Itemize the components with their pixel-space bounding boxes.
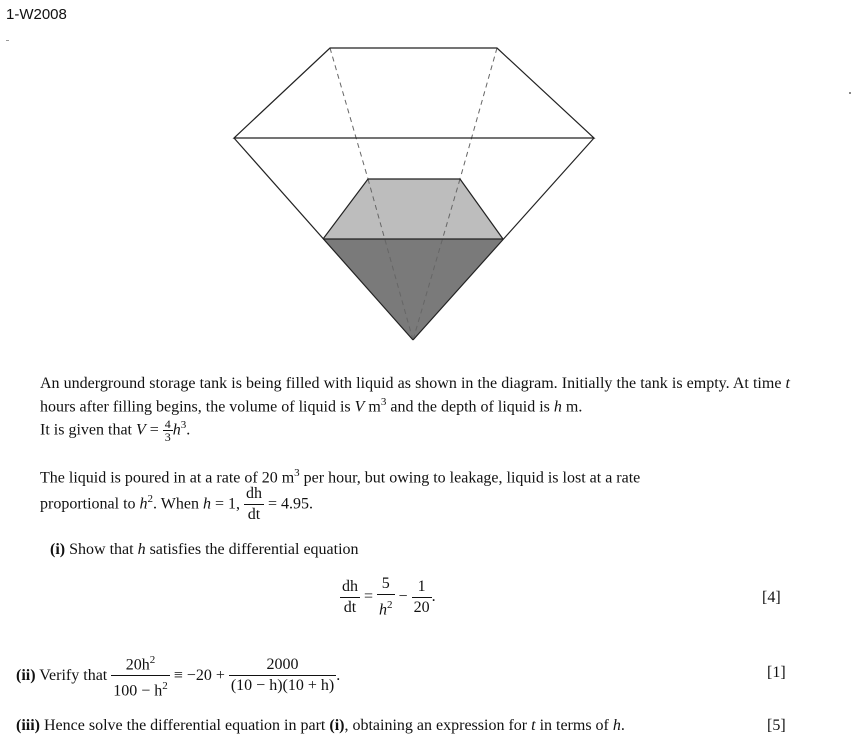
var-t: t (785, 375, 790, 392)
part-iii (16, 717, 625, 735)
var-h: h (612, 717, 621, 734)
marks-ii: [1] (767, 664, 786, 681)
intro-text: and the depth of liquid is (386, 398, 554, 416)
superscript: 2 (387, 599, 393, 611)
rate-text: proportional to (40, 495, 140, 513)
var-v: V (354, 398, 365, 416)
superscript: 2 (149, 654, 156, 666)
denominator: 20 (413, 598, 430, 616)
superscript: 3 (294, 467, 300, 479)
fraction-four-thirds (163, 418, 173, 443)
superscript: 2 (147, 492, 154, 505)
period: . (431, 588, 436, 606)
denominator: (10 − h)(10 + h) (230, 677, 335, 695)
numerator: 4 (164, 417, 171, 432)
part-label: (iii) (16, 717, 40, 734)
equals: = (360, 588, 378, 606)
part-ii (16, 650, 340, 702)
fraction-1-20 (412, 577, 432, 618)
var-t: t (531, 717, 536, 734)
period: . (336, 666, 341, 684)
fraction-20h2 (111, 650, 170, 702)
part-text: Show that (65, 541, 138, 558)
var-h: h (202, 495, 211, 513)
liquid-lower (323, 239, 503, 340)
rate-text: = 1, (210, 495, 244, 513)
var-h: h (139, 495, 148, 513)
den-text: 100 − h (113, 682, 163, 700)
denominator: dt (244, 504, 264, 525)
intro-text: hours after filling begins, the volume of liquid is (40, 398, 355, 416)
liquid-surface (323, 179, 503, 239)
part-text: in terms of (535, 717, 613, 734)
denominator (111, 675, 170, 701)
period: . (620, 717, 625, 734)
numerator (111, 650, 170, 675)
intro-text: An underground storage tank is being filled with liquid as shown in the diagram. Initially the tank is empty. At time (40, 375, 786, 392)
tank-diagram (0, 0, 863, 360)
numerator: dh (342, 577, 358, 595)
denominator: dt (340, 597, 360, 618)
num-text: 20h (125, 656, 150, 674)
fraction-5-h2 (377, 574, 395, 620)
superscript: 3 (180, 419, 187, 432)
denominator: 3 (164, 430, 171, 445)
question-code: 1-W2008 (6, 6, 67, 23)
numerator: 2000 (266, 656, 299, 674)
numerator: 5 (381, 575, 390, 592)
part-text: satisfies the differential equation (145, 541, 359, 558)
part-ref: (i) (329, 717, 345, 734)
denominator (377, 594, 395, 620)
minus: − (394, 588, 412, 606)
part-text: Hence solve the differential equation in part (40, 717, 330, 734)
period: . (186, 421, 191, 439)
fraction-dh-dt (244, 484, 264, 525)
fraction-2000 (229, 655, 336, 696)
marks-i: [4] (762, 589, 781, 606)
var-h: h (553, 398, 562, 416)
numerator: 1 (417, 577, 426, 595)
marks-iii: [5] (767, 717, 786, 734)
equals: = (145, 421, 163, 439)
part-text: , obtaining an expression for (344, 717, 532, 734)
part-label: (ii) (16, 666, 36, 684)
superscript: 2 (162, 680, 168, 693)
part-text: Verify that (35, 666, 112, 684)
intro-text: m. (561, 398, 583, 416)
part-label: (i) (50, 541, 66, 558)
rate-text: per hour, but owing to leakage, liquid is lost at a rate (299, 469, 641, 487)
equiv: ≡ −20 + (169, 666, 229, 684)
part-i-equation (340, 574, 436, 620)
fraction-dh-dt (340, 577, 360, 618)
rate-text: . When (153, 495, 203, 513)
superscript: 3 (380, 396, 387, 408)
rate-text: The liquid is poured in at a rate of 20 m (40, 469, 295, 487)
var-h: h (379, 601, 388, 619)
intro-text: It is given that (40, 421, 136, 439)
intro-text: m (364, 398, 381, 416)
var-h: h (137, 541, 146, 558)
numerator: dh (246, 485, 262, 502)
var-h: h (172, 421, 181, 439)
var-v: V (135, 421, 146, 439)
rate-text: = 4.95. (264, 495, 314, 513)
intro-paragraph (40, 374, 790, 443)
part-i (50, 541, 359, 559)
rate-line-2 (40, 484, 313, 525)
